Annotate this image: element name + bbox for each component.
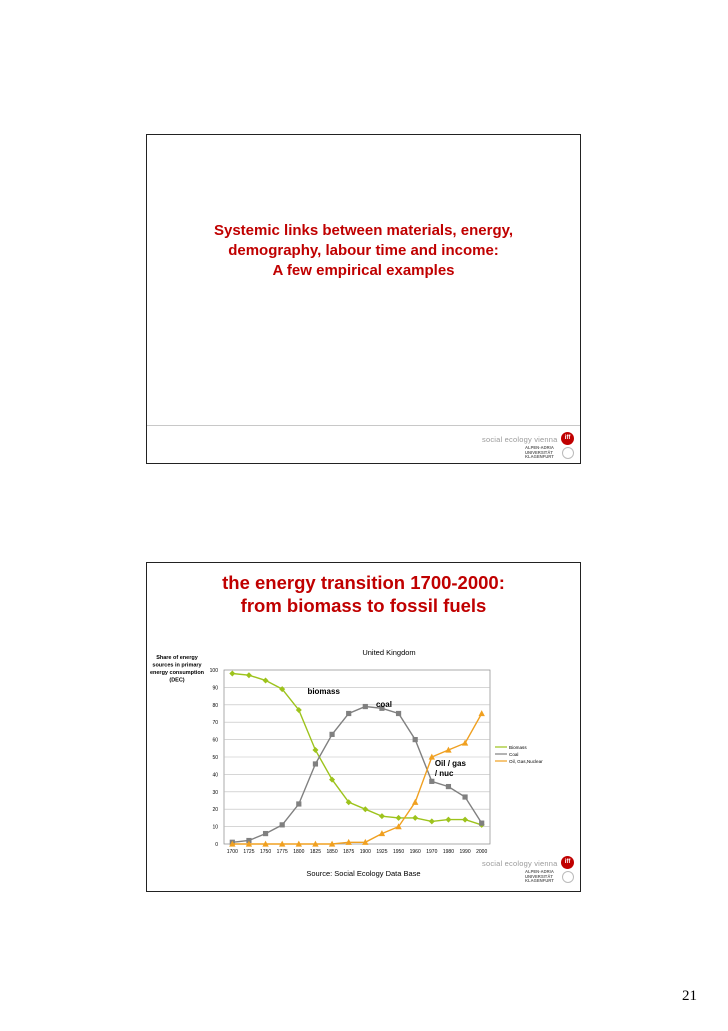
data-point-coal [479,821,484,826]
social-ecology-vienna-logo [482,855,574,885]
y-tick-label: 100 [209,668,218,674]
data-point-coal [363,704,368,709]
footer-divider [147,425,580,426]
data-point-biomass [312,747,318,753]
slide-1-title [147,221,580,281]
slide-2 [146,562,581,892]
y-tick-label: 90 [212,685,218,692]
x-tick-label: 1750 [260,849,272,855]
annotation-oil-gas-nuc: Oil / gas [434,759,466,769]
university-seal-icon [562,447,574,459]
iff-badge-icon: iff [561,856,574,869]
slide-1 [146,134,581,464]
x-tick-label: 1950 [393,849,405,855]
series-line-oil-gas-nuclear [232,714,481,845]
data-point-coal [313,761,318,766]
x-tick-label: 1900 [359,849,371,855]
x-tick-label: 1875 [343,849,355,855]
series-line-biomass [232,674,481,825]
data-point-oil-gas-nuclear [412,799,418,805]
data-point-biomass [246,672,252,678]
data-point-biomass [396,815,402,821]
legend-label: Oil, Gas,Nuclear [509,758,543,764]
energy-transition-chart [147,563,580,863]
y-tick-label: 80 [212,702,218,709]
x-tick-label: 2000 [476,849,488,855]
x-tick-label: 1700 [226,849,238,855]
title-line: A few empirical examples [272,262,455,279]
logo-brand: social ecology vienna [482,859,558,868]
title-line: the energy transition 1700-2000: [222,572,505,593]
data-point-oil-gas-nuclear [478,710,484,716]
y-tick-label: 20 [212,807,218,814]
x-tick-label: 1960 [409,849,421,855]
data-point-biomass [445,817,451,823]
data-point-biomass [412,815,418,821]
y-tick-label: 60 [212,737,218,744]
chart-title: United Kingdom [362,648,416,657]
data-point-biomass [263,677,269,683]
x-tick-label: 1725 [243,849,255,855]
data-point-coal [429,779,434,784]
legend-label: Biomass [509,744,527,750]
logo-university: ALPEN-ADRIA UNIVERSITÄT KLAGENFURT [525,869,554,884]
data-point-coal [280,822,285,827]
y-tick-label: 40 [212,772,218,779]
page-number: 21 [682,988,697,1004]
data-point-coal [329,732,334,737]
y-tick-label: 10 [212,824,218,831]
y-axis-label: (DEC) [169,677,185,684]
data-point-biomass [229,670,235,676]
data-point-coal [346,711,351,716]
annotation-biomass: biomass [307,686,340,696]
iff-badge-icon: iff [561,432,574,445]
x-tick-label: 1970 [426,849,438,855]
annotation-coal: coal [375,699,392,709]
data-point-coal [296,801,301,806]
data-point-coal [462,794,467,799]
y-axis-label: sources in primary [152,662,202,669]
data-point-biomass [379,813,385,819]
social-ecology-vienna-logo [482,431,574,461]
data-point-biomass [362,806,368,812]
logo-university: ALPEN-ADRIA UNIVERSITÄT KLAGENFURT [525,445,554,460]
y-axis-label: energy consumption [149,670,205,676]
title-line: Systemic links between materials, energy, [213,222,514,239]
y-tick-label: 0 [215,842,218,848]
x-tick-label: 1800 [293,849,305,855]
y-axis-label: Share of energy [156,655,198,661]
y-tick-label: 30 [212,789,218,796]
data-point-biomass [462,817,468,823]
x-tick-label: 1980 [442,849,454,855]
y-tick-label: 50 [212,755,218,761]
x-tick-label: 1825 [309,849,321,855]
chart-source: Source: Social Ecology Data Base [306,869,421,878]
legend-label: Coal [509,751,519,757]
data-point-coal [396,711,401,716]
x-tick-label: 1850 [326,849,338,855]
title-line: demography, labour time and income: [228,242,499,259]
data-point-coal [413,737,418,742]
data-point-coal [446,784,451,789]
annotation-oil-gas-nuc: / nuc [434,769,454,779]
data-point-coal [263,831,268,836]
x-tick-label: 1775 [276,849,288,855]
y-tick-label: 70 [212,720,218,727]
university-seal-icon [562,871,574,883]
title-line: from biomass to fossil fuels [240,595,487,616]
logo-brand: social ecology vienna [482,435,558,444]
x-tick-label: 1925 [376,849,388,855]
x-tick-label: 1990 [459,849,471,855]
data-point-biomass [429,818,435,824]
